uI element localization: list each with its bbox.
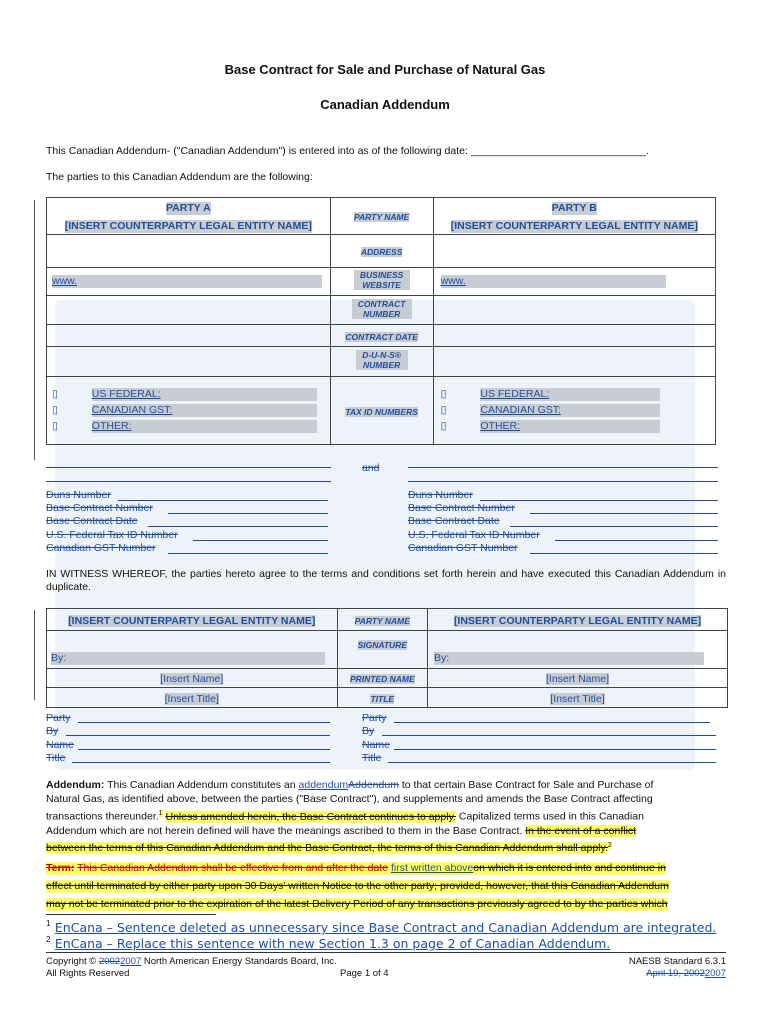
party-b-contract-date[interactable] [433, 325, 715, 347]
old-field-label: Base Contract Number [408, 502, 515, 514]
mid-party-name: PARTY NAME [353, 212, 410, 222]
footer-rule [46, 952, 726, 953]
sig-left-insert-name[interactable]: [Insert Name] [160, 673, 224, 685]
old-field-label: Canadian GST Number [408, 542, 518, 554]
party-b-tax-other[interactable]: ▯ OTHER: [441, 420, 715, 433]
party-a-tax-us[interactable]: ▯ US FEDERAL: [52, 388, 330, 401]
page-title: Base Contract for Sale and Purchase of Natural Gas [224, 62, 546, 77]
sig-mid-title: TITLE [370, 693, 395, 704]
party-a-contract-date[interactable] [47, 325, 331, 347]
sig-right-insert-name[interactable]: [Insert Name] [546, 673, 610, 685]
sig-left-insert-title[interactable]: [Insert Title] [164, 692, 219, 705]
page-subtitle: Canadian Addendum [320, 97, 450, 112]
and-text: and [362, 462, 380, 474]
footer-page-number: Page 1 of 4 [340, 968, 389, 979]
party-b-website[interactable]: www. [441, 275, 666, 288]
party-a-tax-gst[interactable]: ▯ CANADIAN GST: [52, 404, 330, 417]
old-field-label: U.S. Federal Tax ID Number [46, 529, 178, 541]
party-a-duns[interactable] [47, 347, 331, 377]
old-field-label: Duns Number [408, 489, 473, 501]
party-b-label: PARTY B [551, 202, 597, 214]
old-field-label: Canadian GST Number [46, 542, 156, 554]
party-b-contract-number[interactable] [433, 296, 715, 325]
mid-website: BUSINESS WEBSITE [354, 270, 410, 290]
sig-mid-party-name: PARTY NAME [354, 615, 410, 626]
party-a-label: PARTY A [165, 202, 211, 214]
footnote: $^2$ EnCana – Replace this sentence with new Section 1.3 on page 2 of Canadian Addendum. [46, 935, 611, 951]
footer-copyright: Copyright © 20022007 North American Energy Standards Board, Inc. [46, 956, 337, 967]
deleted-signature-block: Party By Name Title Party By Name Title [46, 712, 726, 768]
party-b-address[interactable] [433, 235, 715, 268]
change-bar [34, 200, 35, 460]
mid-contract-date: CONTRACT DATE [345, 331, 418, 342]
old-field-label: Base Contract Date [408, 515, 500, 527]
mid-taxid: TAX ID NUMBERS [345, 406, 418, 417]
intro-parties-line: The parties to this Canadian Addendum are the following: [46, 171, 313, 183]
footnote-rule [46, 914, 216, 915]
footnote: $^1$ EnCana – Sentence deleted as unnecessary since Base Contract and Canadian Addendum are integrated. [46, 919, 717, 935]
old-field-label: Base Contract Date [46, 515, 138, 527]
party-a-address[interactable] [47, 235, 331, 268]
signature-table [46, 608, 728, 708]
old-field-label: Base Contract Number [46, 502, 153, 514]
sig-right-name[interactable]: [INSERT COUNTERPARTY LEGAL ENTITY NAME] [453, 614, 702, 627]
sig-mid-signature: SIGNATURE [357, 640, 407, 650]
sig-left-name[interactable]: [INSERT COUNTERPARTY LEGAL ENTITY NAME] [68, 614, 316, 627]
party-b-tax-gst[interactable]: ▯ CANADIAN GST: [441, 404, 715, 417]
footer-rights: All Rights Reserved [46, 968, 130, 979]
old-field-label: U.S. Federal Tax ID Number [408, 529, 540, 541]
mid-address: ADDRESS [360, 247, 403, 257]
term-paragraph: Term: This Canadian Addendum shall be effective from and after the date first written aboveon which it is entered into and continue in effect until terminated by either party upon 30 Days' written Notice to the other party; provided, however, that this Canadian Addendum may not be terminated prior to the expiration of the latest Delivery Period of any transactions previously agreed to by the parties which [46, 862, 669, 910]
party-a-contract-number[interactable] [47, 296, 331, 325]
party-b-duns[interactable] [433, 347, 715, 377]
intro-date-line: This Canadian Addendum- ("Canadian Addendum") is entered into as of the following date: ______________________________. [46, 145, 649, 157]
change-bar [34, 610, 35, 700]
deleted-fields-block [46, 462, 718, 557]
footer-date: April 19, 20022007 [646, 968, 726, 979]
party-b-tax-us[interactable]: ▯ US FEDERAL: [441, 388, 715, 401]
footer-standard: NAESB Standard 6.3.1 [628, 956, 726, 967]
sig-left-by[interactable]: By: [51, 652, 325, 665]
party-a-website[interactable]: www. [52, 275, 322, 288]
old-field-label: Duns Number [46, 489, 111, 501]
addendum-paragraph: Addendum: This Canadian Addendum constitutes an addendumAddendum to that certain Base Contract for Sale and Purchase of Natural Gas, as identified above, between the parties ("Base Contract"), and supplements and amends the Base Contract affecting transactions thereunder.$^1$ Unless amended herein, the Base Contract continues to apply. Capitalized terms used in this Canadian Addendum which are not herein defined will have the meanings ascribed to them in the Base Contract. In the event of a conflict between the terms of this Canadian Addendum and the Base Contract, the terms of this Canadian Addendum shall apply.$^2$ [46, 779, 654, 854]
sig-mid-printed: PRINTED NAME [349, 674, 415, 684]
party-table [46, 197, 716, 445]
mid-contract-number: CONTRACT NUMBER [352, 299, 412, 319]
sig-right-insert-title[interactable]: [Insert Title] [550, 692, 605, 705]
sig-right-by[interactable]: By: [434, 652, 704, 665]
party-a-name[interactable]: [INSERT COUNTERPARTY LEGAL ENTITY NAME] [64, 220, 312, 232]
witness-paragraph: IN WITNESS WHEREOF, the parties hereto agree to the terms and conditions set forth herein and have executed this Canadian Addendum in duplicate. [46, 568, 726, 593]
party-b-name[interactable]: [INSERT COUNTERPARTY LEGAL ENTITY NAME] [450, 220, 698, 232]
mid-duns: D-U-N-S® NUMBER [356, 350, 408, 370]
party-a-tax-other[interactable]: ▯ OTHER: [52, 420, 330, 433]
